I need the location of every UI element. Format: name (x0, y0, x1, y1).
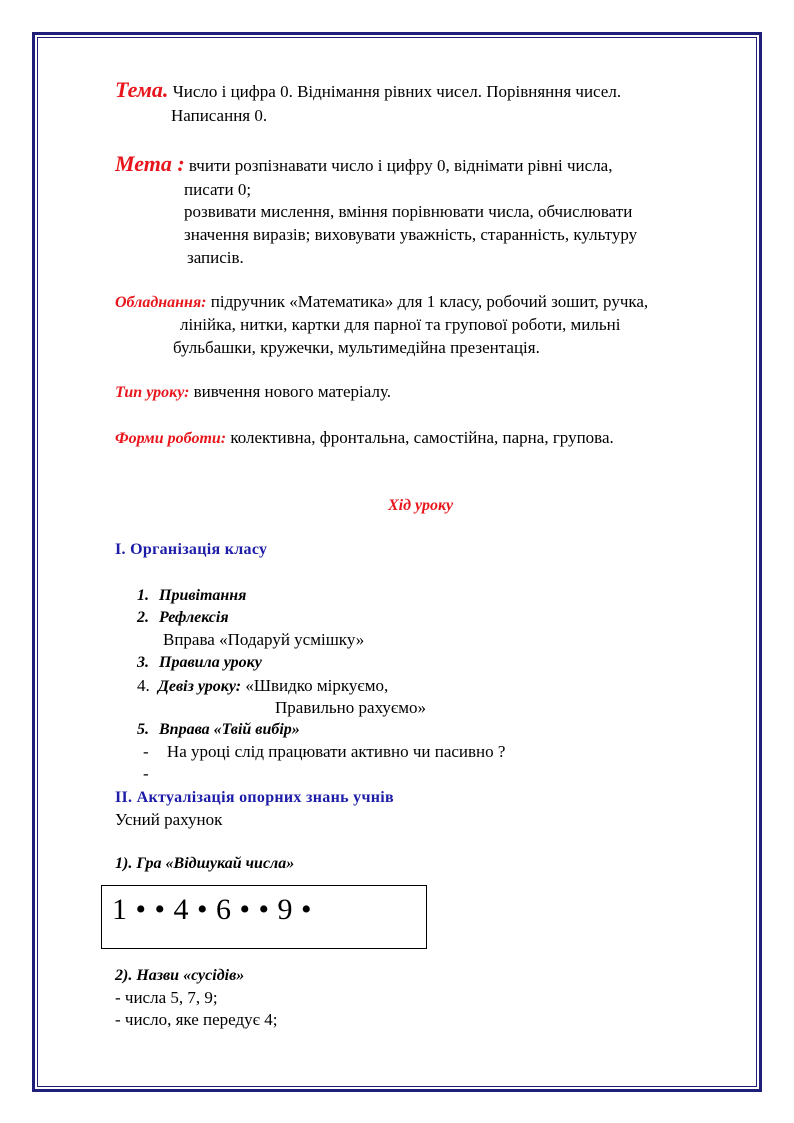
section-2-heading: II. Актуалізація опорних знань учнів (115, 789, 394, 806)
topic-line-1 (115, 77, 622, 102)
game-1-title: 1). Гра «Відшукай числа» (115, 855, 295, 872)
list-item (137, 653, 262, 673)
list-item-number: 5. (137, 721, 149, 738)
list-item-text: Девіз уроку: (158, 678, 242, 695)
goal-line-1 (115, 151, 613, 176)
list-item-text: Рефлексія (159, 609, 229, 626)
list-item (137, 676, 388, 697)
equipment-text-1: підручник «Математика» для 1 класу, робочий зошит, ручка, (210, 292, 649, 311)
lesson-flow-title: Хід уроку (388, 497, 454, 514)
dash-item-empty: - (143, 764, 149, 783)
game-2-title: 2). Назви «сусідів» (115, 967, 245, 984)
game-2-line-1: - числа 5, 7, 9; (115, 988, 218, 1007)
list-item-number: 3. (137, 654, 149, 671)
goal-label: Мета : (115, 151, 185, 176)
number-sequence: 1 • • 4 • 6 • • 9 • (112, 893, 313, 926)
work-forms-label: Форми роботи: (115, 430, 227, 447)
motto-line-2: Правильно рахуємо» (275, 698, 426, 717)
goal-text-5: записів. (187, 248, 244, 267)
list-item (137, 720, 300, 740)
list-item-number: 4. (137, 676, 150, 695)
list-item-number: 1. (137, 587, 149, 604)
list-item-text: Привітання (159, 587, 247, 604)
section-2-subheading: Усний рахунок (115, 810, 223, 829)
lesson-type-line (115, 382, 391, 403)
dash-symbol: - (143, 742, 149, 761)
equipment-text-3: бульбашки, кружечки, мультимедійна презентація. (173, 338, 540, 357)
topic-text-2: Написання 0. (171, 106, 268, 125)
list-item-text: Вправа «Твій вибір» (159, 721, 300, 738)
topic-label: Тема. (115, 77, 169, 102)
equipment-text-2: лінійка, нитки, картки для парної та групової роботи, мильні (180, 315, 621, 334)
work-forms-text: колективна, фронтальна, самостійна, парна, групова. (230, 428, 614, 447)
reflection-exercise: Вправа «Подаруй усмішку» (163, 630, 365, 649)
list-item (137, 608, 229, 628)
game-2-line-2: - число, яке передує 4; (115, 1010, 278, 1029)
section-1-heading: I. Організація класу (115, 541, 268, 558)
dash-item-text: На уроці слід працювати активно чи пасивно ? (166, 742, 506, 761)
goal-text-3: розвивати мислення, вміння порівнювати числа, обчислювати (184, 202, 633, 221)
dash-item (143, 742, 505, 762)
list-item-text: Правила уроку (159, 654, 262, 671)
lesson-type-text: вивчення нового матеріалу. (193, 382, 391, 401)
goal-text-4: значення виразів; виховувати уважність, старанність, культуру (184, 225, 638, 244)
lesson-type-label: Тип уроку: (115, 384, 190, 401)
work-forms-line (115, 428, 614, 449)
motto-line-1: «Швидко міркуємо, (245, 676, 389, 695)
equipment-line-1 (115, 292, 648, 313)
goal-text-2: писати 0; (184, 180, 252, 199)
list-item (137, 586, 246, 606)
goal-text-1: вчити розпізнавати число і цифру 0, віднімати рівні числа, (188, 156, 613, 175)
topic-text-1: Число і цифра 0. Віднімання рівних чисел. Порівняння чисел. (172, 82, 622, 101)
list-item-number: 2. (137, 609, 149, 626)
equipment-label: Обладнання: (115, 294, 207, 311)
